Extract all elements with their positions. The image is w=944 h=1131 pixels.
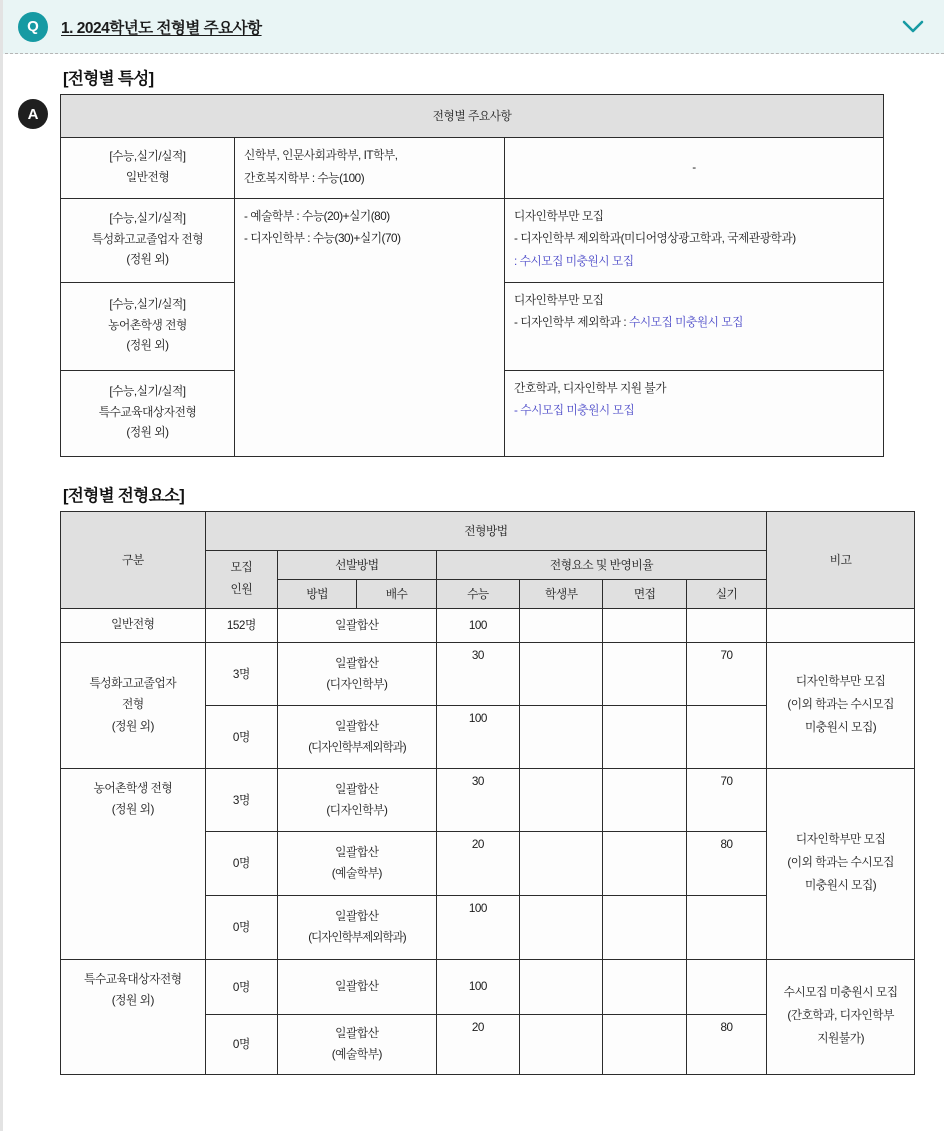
- chevron-down-icon[interactable]: [900, 14, 926, 40]
- method-line: (예술학부): [331, 1048, 382, 1062]
- row-label-line: 전형: [121, 698, 144, 712]
- cell-practical: 80: [686, 831, 766, 895]
- remark-line: (간호학과, 디자인학부: [787, 1009, 894, 1023]
- note-line: 디자인학부만 모집: [514, 293, 604, 307]
- cell-remark: [767, 642, 915, 768]
- col-header-suneung: 수능: [436, 579, 519, 608]
- cell-quota: 0명: [205, 895, 277, 959]
- question-title[interactable]: 1. 2024학년도 전형별 주요사항: [61, 19, 262, 37]
- table-row: [61, 959, 915, 1014]
- category-cell: [61, 282, 235, 370]
- col-header-factors-group: 전형요소 및 반영비율: [436, 550, 767, 579]
- cell-method: [278, 642, 437, 705]
- cell-interview: [603, 768, 686, 831]
- cell-hakseangbu: [520, 768, 603, 831]
- row-label-line: 특수교육대상자전형: [84, 972, 182, 986]
- method-line: (예술학부): [331, 867, 382, 881]
- cell-hakseangbu: [520, 959, 603, 1014]
- method-line: 일괄합산: [335, 656, 379, 670]
- cell-suneung: 100: [436, 895, 519, 959]
- table-row: [61, 768, 915, 831]
- method-line: 일괄합산: [335, 782, 379, 796]
- cell-method: [278, 895, 437, 959]
- cell-hakseangbu: [520, 831, 603, 895]
- quota-line: 인원: [230, 583, 253, 597]
- row-label: 일반전형: [61, 608, 206, 642]
- cell-remark: [767, 608, 915, 642]
- row-label-line: (정원 외): [111, 803, 154, 817]
- row-label: [61, 959, 206, 1074]
- row-label-line: (정원 외): [111, 994, 154, 1008]
- cell-method: [278, 831, 437, 895]
- note-line: 간호학과, 디자인학부 지원 불가: [514, 381, 667, 395]
- cell-quota: 0명: [205, 831, 277, 895]
- cell-interview: [603, 959, 686, 1014]
- category-line: [수능,실기/실적]: [109, 150, 186, 164]
- method-line: 일괄합산: [335, 846, 379, 860]
- cell-method: [278, 705, 437, 768]
- criteria-line: - 예술학부 : 수능(20)+실기(80): [244, 209, 390, 223]
- col-header-selection-group: 선발방법: [278, 550, 437, 579]
- row-label-line: (정원 외): [111, 719, 154, 733]
- category-line: 특성화고교졸업자 전형: [91, 232, 204, 246]
- cell-quota: 0명: [205, 705, 277, 768]
- method-line: (디자인학부): [326, 803, 388, 817]
- table-caption-row: [61, 95, 884, 138]
- method-line: 일괄합산: [335, 719, 379, 733]
- cell-quota: 152명: [205, 608, 277, 642]
- cell-practical: [686, 608, 766, 642]
- cell-suneung: 30: [436, 642, 519, 705]
- category-line: (정원 외): [126, 339, 169, 353]
- cell-hakseangbu: [520, 608, 603, 642]
- faq-answer-body: [0, 54, 944, 1075]
- section-title-characteristics: [전형별 특성]: [63, 70, 154, 88]
- cell-hakseangbu: [520, 705, 603, 768]
- note-line: - 디자인학부 제외학과(미디어영상광고학과, 국제관광학과): [514, 232, 796, 246]
- cell-suneung: 30: [436, 768, 519, 831]
- criteria-line: 신학부, 인문사회과학부, IT학부,: [244, 149, 398, 162]
- answer-badge-wrap: [18, 99, 48, 129]
- table-header-row-1: [61, 511, 915, 550]
- remark-line: (이외 학과는 수시모집: [787, 856, 894, 870]
- note-line: - 디자인학부 제외학과 : 수시모집 미충원시 모집: [514, 316, 743, 330]
- remark-line: (이외 학과는 수시모집: [787, 697, 894, 711]
- category-line: (정원 외): [126, 426, 169, 440]
- category-cell: [61, 138, 235, 199]
- cell-quota: 0명: [205, 959, 277, 1014]
- method-line: (디자인학부제외학과): [308, 740, 406, 754]
- note-cell: [505, 370, 884, 456]
- cell-suneung: 100: [436, 959, 519, 1014]
- method-line: (디자인학부제외학과): [308, 931, 406, 945]
- cell-interview: [603, 608, 686, 642]
- table-row: [61, 198, 884, 282]
- row-label: [61, 642, 206, 768]
- note-cell: [505, 282, 884, 370]
- category-line: 농어촌학생 전형: [108, 318, 187, 332]
- note-line-highlight: - 수시모집 미충원시 모집: [514, 404, 635, 418]
- col-header-practical: 실기: [686, 579, 766, 608]
- cell-method: 일괄합산: [278, 608, 437, 642]
- table-row: [61, 138, 884, 199]
- col-header-selection-multiple: 배수: [357, 579, 436, 608]
- criteria-line: - 디자인학부 : 수능(30)+실기(70): [244, 232, 401, 246]
- remark-line: 미충원시 모집): [804, 879, 877, 893]
- category-line: [수능,실기/실적]: [109, 385, 186, 399]
- cell-suneung: 20: [436, 1014, 519, 1074]
- table-row: [61, 608, 915, 642]
- note-line: 디자인학부만 모집: [514, 209, 604, 223]
- cell-practical: 80: [686, 1014, 766, 1074]
- cell-practical: 70: [686, 768, 766, 831]
- cell-interview: [603, 831, 686, 895]
- cell-remark: [767, 959, 915, 1074]
- category-line: 특수교육대상자전형: [98, 405, 197, 419]
- criteria-line: 간호복지학부 : 수능(100): [244, 171, 365, 185]
- quota-line: 모집: [230, 561, 253, 575]
- cell-method: 일괄합산: [278, 959, 437, 1014]
- cell-quota: 3명: [205, 768, 277, 831]
- cell-remark: [767, 768, 915, 959]
- category-line: [수능,실기/실적]: [109, 212, 186, 226]
- remark-line: 디자인학부만 모집: [795, 674, 886, 688]
- remark-line: 디자인학부만 모집: [795, 833, 886, 847]
- answer-badge: A: [18, 99, 48, 129]
- cell-interview: [603, 895, 686, 959]
- cell-practical: [686, 705, 766, 768]
- note-cell: [505, 198, 884, 282]
- col-header-remark: 비고: [767, 511, 915, 608]
- method-line: (디자인학부): [326, 677, 388, 691]
- row-label-line: 특성화고교졸업자: [89, 676, 177, 690]
- cell-practical: [686, 895, 766, 959]
- note-line-highlight: : 수시모집 미충원시 모집: [514, 255, 634, 269]
- col-header-hakseangbu: 학생부: [520, 579, 603, 608]
- cell-practical: [686, 959, 766, 1014]
- criteria-cell-merged: [235, 198, 505, 456]
- cell-method: [278, 768, 437, 831]
- cell-suneung: 20: [436, 831, 519, 895]
- category-cell: [61, 370, 235, 456]
- note-cell-dash: -: [505, 138, 884, 199]
- note-line-highlight: 수시모집 미충원시 모집: [629, 316, 743, 330]
- col-header-method-group: 전형방법: [205, 511, 767, 550]
- cell-hakseangbu: [520, 895, 603, 959]
- page-left-border: [0, 0, 3, 1131]
- col-header-quota: [205, 550, 277, 608]
- admission-characteristics-table: [60, 94, 884, 457]
- cell-practical: 70: [686, 642, 766, 705]
- faq-question-header[interactable]: [0, 0, 944, 54]
- cell-hakseangbu: [520, 1014, 603, 1074]
- question-badge: Q: [18, 12, 48, 42]
- cell-hakseangbu: [520, 642, 603, 705]
- criteria-cell-general: [235, 138, 505, 199]
- table-caption: 전형별 주요사항: [61, 95, 884, 138]
- remark-line: 지원불가): [817, 1032, 865, 1046]
- section-title-factors: [전형별 전형요소]: [63, 486, 185, 505]
- category-line: [수능,실기/실적]: [109, 298, 186, 312]
- row-label-line: 농어촌학생 전형: [93, 781, 173, 795]
- remark-line: 수시모집 미충원시 모집: [783, 986, 898, 1000]
- method-line: 일괄합산: [335, 1027, 379, 1041]
- category-line: (정원 외): [126, 253, 169, 267]
- col-header-selection-method: 방법: [278, 579, 357, 608]
- category-cell: [61, 198, 235, 282]
- row-label: [61, 768, 206, 959]
- col-header-division: 구분: [61, 511, 206, 608]
- cell-suneung: 100: [436, 705, 519, 768]
- method-line: 일괄합산: [335, 910, 379, 924]
- category-line: 일반전형: [125, 170, 170, 184]
- answer-content-column: [60, 54, 928, 1075]
- cell-quota: 3명: [205, 642, 277, 705]
- cell-suneung: 100: [436, 608, 519, 642]
- remark-line: 미충원시 모집): [804, 720, 877, 734]
- cell-interview: [603, 1014, 686, 1074]
- col-header-interview: 면접: [603, 579, 686, 608]
- admission-factors-table: [60, 511, 915, 1075]
- table-row: [61, 642, 915, 705]
- cell-interview: [603, 642, 686, 705]
- cell-quota: 0명: [205, 1014, 277, 1074]
- cell-method: [278, 1014, 437, 1074]
- cell-interview: [603, 705, 686, 768]
